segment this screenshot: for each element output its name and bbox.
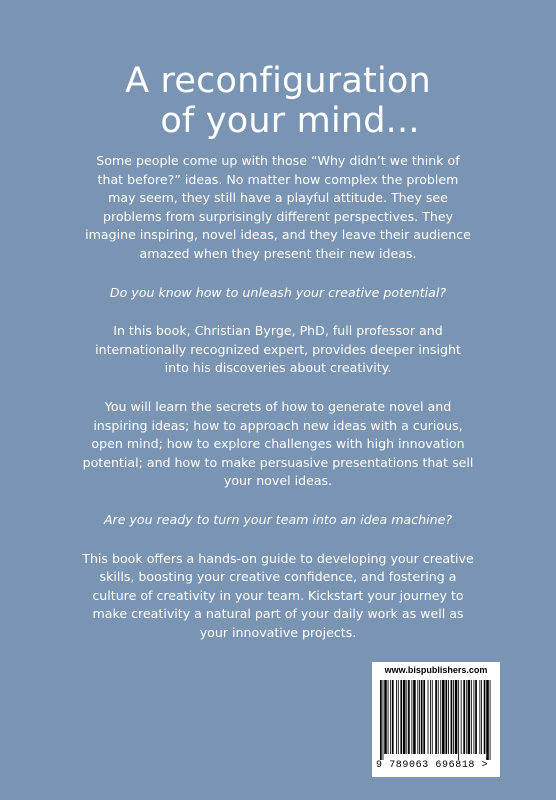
isbn-digits: 9 789063 696818 >: [376, 760, 489, 771]
barcode-bar: [440, 680, 441, 754]
blurb-question-1: Do you know how to unleash your creative potential?: [109, 284, 447, 300]
barcode-bar: [475, 680, 477, 754]
barcode-bar: [417, 680, 418, 754]
blurb-paragraph-3: You will learn the secrets of how to generate novel and inspiring ideas; how to approach new ideas with a curious, open mind; how to explore challenges with high innovation potential; and how to make persuasive presentations that sell your novel ideas.: [82, 398, 474, 489]
barcode-bar: [398, 680, 399, 754]
barcode-bar: [453, 680, 454, 754]
barcode-bar: [451, 680, 453, 754]
isbn-barcode-box: [372, 662, 500, 777]
barcode-bar: [432, 680, 433, 754]
barcode-bar: [384, 680, 387, 754]
barcode-bar: [428, 680, 429, 754]
blurb: [82, 152, 474, 662]
barcode-bar: [419, 680, 420, 754]
barcode-bar: [383, 680, 384, 760]
barcode-bar: [408, 680, 410, 754]
blurb-question-2: Are you ready to turn your team into an idea machine?: [103, 511, 453, 527]
barcode-bar: [400, 680, 402, 754]
barcode-bar: [406, 680, 407, 754]
barcode-bar: [438, 680, 439, 754]
barcode-bar: [413, 680, 416, 754]
barcode-bar: [484, 680, 486, 754]
barcode-bar: [486, 680, 489, 760]
barcode-bar: [435, 680, 437, 754]
barcode-bar: [396, 680, 397, 754]
barcode-bar: [388, 680, 389, 754]
barcode-bar: [490, 680, 491, 760]
barcode-bar: [442, 680, 445, 754]
barcode-bar: [461, 680, 462, 754]
barcode-bar: [463, 680, 465, 754]
barcode-bar: [471, 680, 472, 754]
barcode-bar: [380, 680, 382, 760]
barcode-bar: [455, 680, 458, 754]
barcode-bar: [390, 680, 391, 754]
barcode-bar: [458, 680, 459, 760]
barcode-bar: [392, 680, 394, 754]
barcode-bar: [421, 680, 423, 754]
barcode-bar: [411, 680, 412, 754]
barcode-icon: [380, 680, 492, 760]
cover-title-line-1: A reconfiguration: [125, 61, 431, 102]
barcode-bar: [474, 680, 475, 754]
barcode-bar: [466, 680, 467, 754]
blurb-paragraph-2: In this book, Christian Byrge, PhD, full professor and internationally recognized expert, provides deeper insight into his discoveries about creativity.: [95, 323, 461, 376]
barcode-bar: [468, 680, 471, 754]
barcode-bar: [403, 680, 406, 754]
barcode-bar: [423, 680, 425, 754]
barcode-bar: [448, 680, 449, 754]
blurb-paragraph-4: This book offers a hands-on guide to developing your creative skills, boosting your creative confidence, and fostering a culture of creativity in your team. Kickstart your journey to make creativity a natural part of your daily work as well as your innovative projects.: [82, 550, 474, 640]
barcode-bar: [430, 680, 431, 754]
barcode-bar: [479, 680, 480, 754]
publisher-url: www.bispublishers.com: [384, 665, 488, 675]
cover-title: [0, 61, 556, 141]
barcode-bar: [481, 680, 482, 754]
blurb-paragraph-1: Some people come up with those “Why didn’t we think of that before?” ideas. No matter how complex the problem may seem, they still have a playful attitude. They see problems from surprisingly different perspectives. They imagine inspiring, novel ideas, and they leave their audience amazed when they present their new ideas.: [85, 153, 471, 261]
barcode-bar: [445, 680, 447, 754]
cover-title-line-2: of your mind...: [160, 101, 420, 142]
